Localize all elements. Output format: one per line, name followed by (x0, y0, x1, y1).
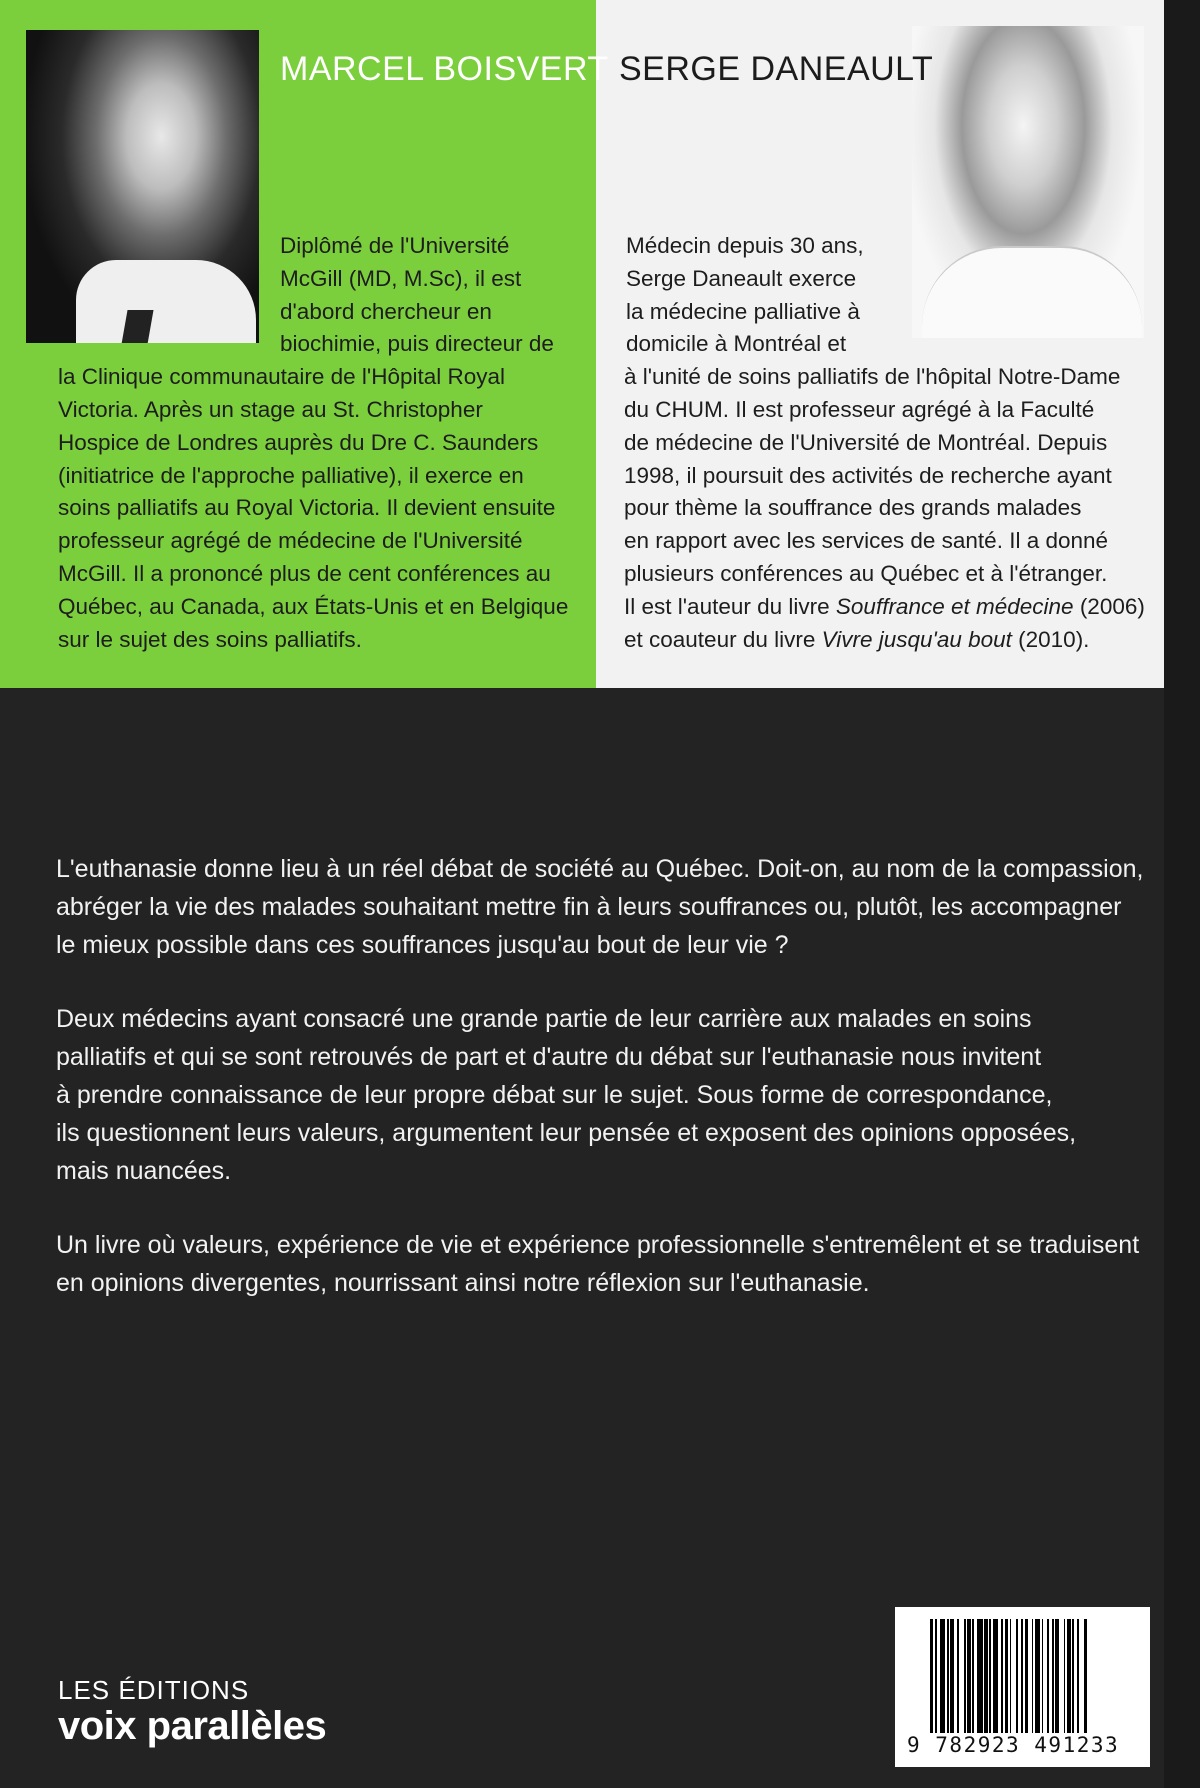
bio-line: plusieurs conférences au Québec et à l'étranger. (624, 560, 1108, 586)
bio-line: Médecin depuis 30 ans, (626, 233, 864, 258)
bio-line: domicile à Montréal et (626, 331, 847, 357)
isbn-number: 9 782923 491233 (907, 1733, 1120, 1757)
bio-line: sur le sujet des soins palliatifs. (58, 626, 362, 652)
bio-line: Diplômé de l'Université (280, 233, 510, 258)
blurb-line: Un livre où valeurs, expérience de vie et expérience professionnelle s'entremêlent et se traduisent (56, 1231, 1140, 1259)
bio-line: Il est l'auteur du livre Souffrance et médecine (2006) (624, 593, 1145, 619)
blurb-paragraph-3 (56, 1226, 1146, 1302)
blurb-line: en opinions divergentes, nourrissant ainsi notre réflexion sur l'euthanasie. (56, 1269, 870, 1297)
barcode-stripe (1087, 1619, 1089, 1733)
blurb-line: L'euthanasie donne lieu à un réel débat de société au Québec. Doit-on, au nom de la compassion, (56, 855, 1144, 883)
bio-line: à l'unité de soins palliatifs de l'hôpital Notre-Dame (624, 364, 1121, 390)
bio-line: (initiatrice de l'approche palliative), il exerce en (58, 462, 524, 488)
bio-line: Hospice de Londres auprès du Dre C. Saunders (58, 429, 539, 455)
bio-line: la médecine palliative à (626, 298, 860, 324)
publisher-logo (58, 1676, 326, 1748)
blurb-line: Deux médecins ayant consacré une grande partie de leur carrière aux malades en soins (56, 1005, 1032, 1033)
bio-line: McGill. Il a prononcé plus de cent conférences au (58, 560, 551, 586)
bio-line: de médecine de l'Université de Montréal. Depuis (624, 429, 1108, 455)
isbn-barcode (895, 1607, 1150, 1767)
blurb-line: le mieux possible dans ces souffrances jusqu'au bout de leur vie ? (56, 931, 789, 959)
bio-line: 1998, il poursuit des activités de recherche ayant (624, 462, 1112, 488)
bio-line: en rapport avec les services de santé. Il a donné (624, 528, 1109, 554)
publisher-line-2: voix parallèles (58, 1704, 327, 1748)
cover-edge-strip (1164, 0, 1200, 1788)
publisher-line-1: LES ÉDITIONS (58, 1675, 250, 1705)
blurb-line: ils questionnent leurs valeurs, argumentent leur pensée et exposent des opinions opposées, (56, 1119, 1077, 1147)
author-section (0, 0, 1200, 688)
blurb-line: mais nuancées. (56, 1157, 232, 1185)
blurb-line: palliatifs et qui se sont retrouvés de part et d'autre du débat sur l'euthanasie nous invitent (56, 1043, 1042, 1071)
bio-line: biochimie, puis directeur de (280, 331, 554, 357)
blurb-paragraph-2 (56, 1000, 1146, 1190)
bio-line: Serge Daneault exerce (626, 265, 857, 291)
author-bio-right (626, 230, 1147, 656)
bio-line: McGill (MD, M.Sc), il est (280, 265, 522, 291)
blurb-line: abréger la vie des malades souhaitant mettre fin à leurs souffrances ou, plutôt, les accompagner (56, 893, 1122, 921)
bio-line: soins palliatifs au Royal Victoria. Il devient ensuite (58, 495, 556, 521)
bio-line: pour thème la souffrance des grands malades (624, 495, 1082, 521)
bio-line: d'abord chercheur en (280, 298, 492, 324)
bio-line: du CHUM. Il est professeur agrégé à la Faculté (624, 396, 1095, 422)
bio-line: la Clinique communautaire de l'Hôpital Royal (58, 364, 506, 390)
barcode-bars (930, 1619, 1138, 1733)
author-name-left: MARCEL BOISVERT (280, 50, 609, 88)
blurb-paragraph-1 (56, 850, 1146, 964)
bio-line: Victoria. Après un stage au St. Christopher (58, 396, 483, 422)
author-photo-boisvert (26, 30, 259, 343)
bio-line: Québec, au Canada, aux États-Unis et en Belgique (58, 593, 569, 619)
back-cover-blurb (56, 850, 1146, 1338)
bio-line: professeur agrégé de médecine de l'Université (58, 528, 523, 554)
author-name-right: SERGE DANEAULT (619, 50, 934, 88)
blurb-line: à prendre connaissance de leur propre débat sur le sujet. Sous forme de correspondance, (56, 1081, 1053, 1109)
bio-line: et coauteur du livre Vivre jusqu'au bout (2010). (624, 626, 1090, 652)
